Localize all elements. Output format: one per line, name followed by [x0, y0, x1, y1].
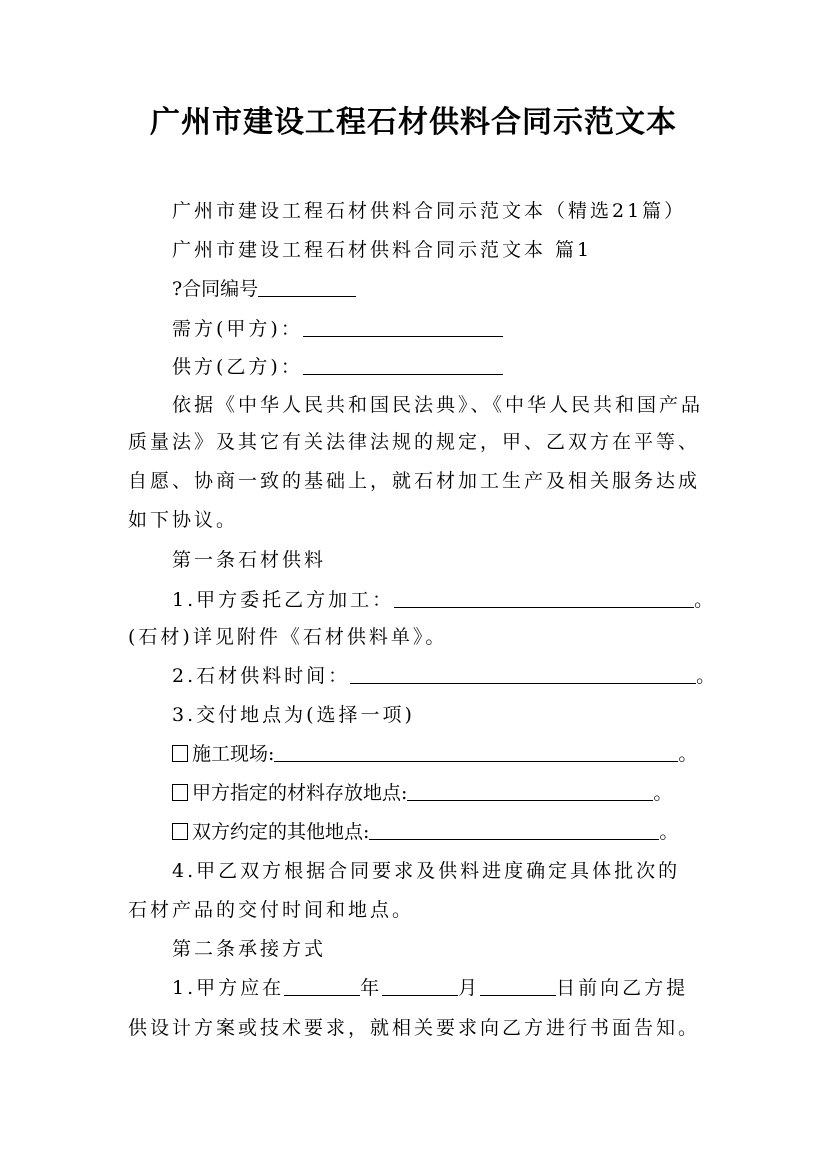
month-label: 月	[458, 977, 481, 999]
article2-heading: 第二条承接方式	[172, 938, 327, 960]
item2-blank	[350, 663, 696, 684]
article2-item1-line2: 供设计方案或技术要求，就相关要求向乙方进行书面告知。	[128, 1017, 701, 1039]
contract-number-label: ?合同编号	[172, 278, 259, 300]
item-pre: 1.甲方应在	[172, 977, 285, 999]
article1-item2	[172, 661, 718, 691]
option-2-blank	[407, 780, 653, 801]
intro-line-3: 自愿、协商一致的基础上，就石材加工生产及相关服务达成	[128, 470, 701, 492]
contract-number-blank	[258, 276, 356, 297]
article1-heading: 第一条石材供料	[172, 549, 327, 571]
day-blank	[480, 975, 556, 996]
article2-item1	[172, 973, 688, 1003]
option-3-end: 。	[659, 821, 679, 843]
option-1-blank	[274, 741, 678, 762]
document-title: 广州市建设工程石材供料合同示范文本	[150, 105, 677, 140]
chapter-heading: 广州市建设工程石材供料合同示范文本 篇1	[172, 239, 593, 261]
party-b-blank	[303, 354, 503, 375]
option-2-end: 。	[653, 782, 673, 804]
checkbox-icon[interactable]	[172, 745, 188, 762]
party-a-label: 需方(甲方)：	[172, 318, 303, 340]
option-3-label: 双方约定的其他地点:	[192, 821, 370, 843]
subtitle: 广州市建设工程石材供料合同示范文本（精选21篇）	[172, 200, 687, 222]
party-b-line	[172, 352, 503, 382]
option-3-blank	[369, 819, 659, 840]
article1-item3: 3.交付地点为(选择一项)	[172, 704, 415, 726]
item1-end: 。	[694, 589, 717, 611]
article1-item1	[172, 585, 716, 615]
intro-line-2: 质量法》及其它有关法律法规的规定，甲、乙双方在平等、	[128, 431, 701, 453]
option-2-label: 甲方指定的材料存放地点:	[192, 782, 408, 804]
option-3[interactable]	[172, 817, 678, 847]
option-1[interactable]	[172, 739, 697, 769]
day-rest: 日前向乙方提	[556, 977, 689, 999]
article1-item1-cont: (石材)详见附件《石材供料单》。	[128, 626, 448, 648]
party-b-label: 供方(乙方)：	[172, 356, 303, 378]
item1-label: 1.甲方委托乙方加工：	[172, 589, 395, 611]
party-a-blank	[303, 316, 503, 337]
contract-number-line	[172, 274, 356, 304]
intro-line-4: 如下协议。	[128, 509, 239, 531]
intro-line-1: 依据《中华人民共和国民法典》、《中华人民共和国产品	[172, 394, 704, 416]
year-label: 年	[360, 977, 383, 999]
year-blank	[284, 975, 360, 996]
option-1-end: 。	[678, 743, 698, 765]
item2-end: 。	[696, 665, 719, 687]
option-2[interactable]	[172, 778, 672, 808]
party-a-line	[172, 314, 503, 344]
checkbox-icon[interactable]	[172, 784, 188, 801]
month-blank	[382, 975, 458, 996]
item2-label: 2.石材供料时间：	[172, 665, 351, 687]
option-1-label: 施工现场:	[192, 743, 275, 765]
article1-item4-line1: 4.甲乙双方根据合同要求及供料进度确定具体批次的	[172, 860, 681, 882]
article1-item4-line2: 石材产品的交付时间和地点。	[128, 899, 415, 921]
checkbox-icon[interactable]	[172, 823, 188, 840]
item1-blank	[394, 587, 694, 608]
